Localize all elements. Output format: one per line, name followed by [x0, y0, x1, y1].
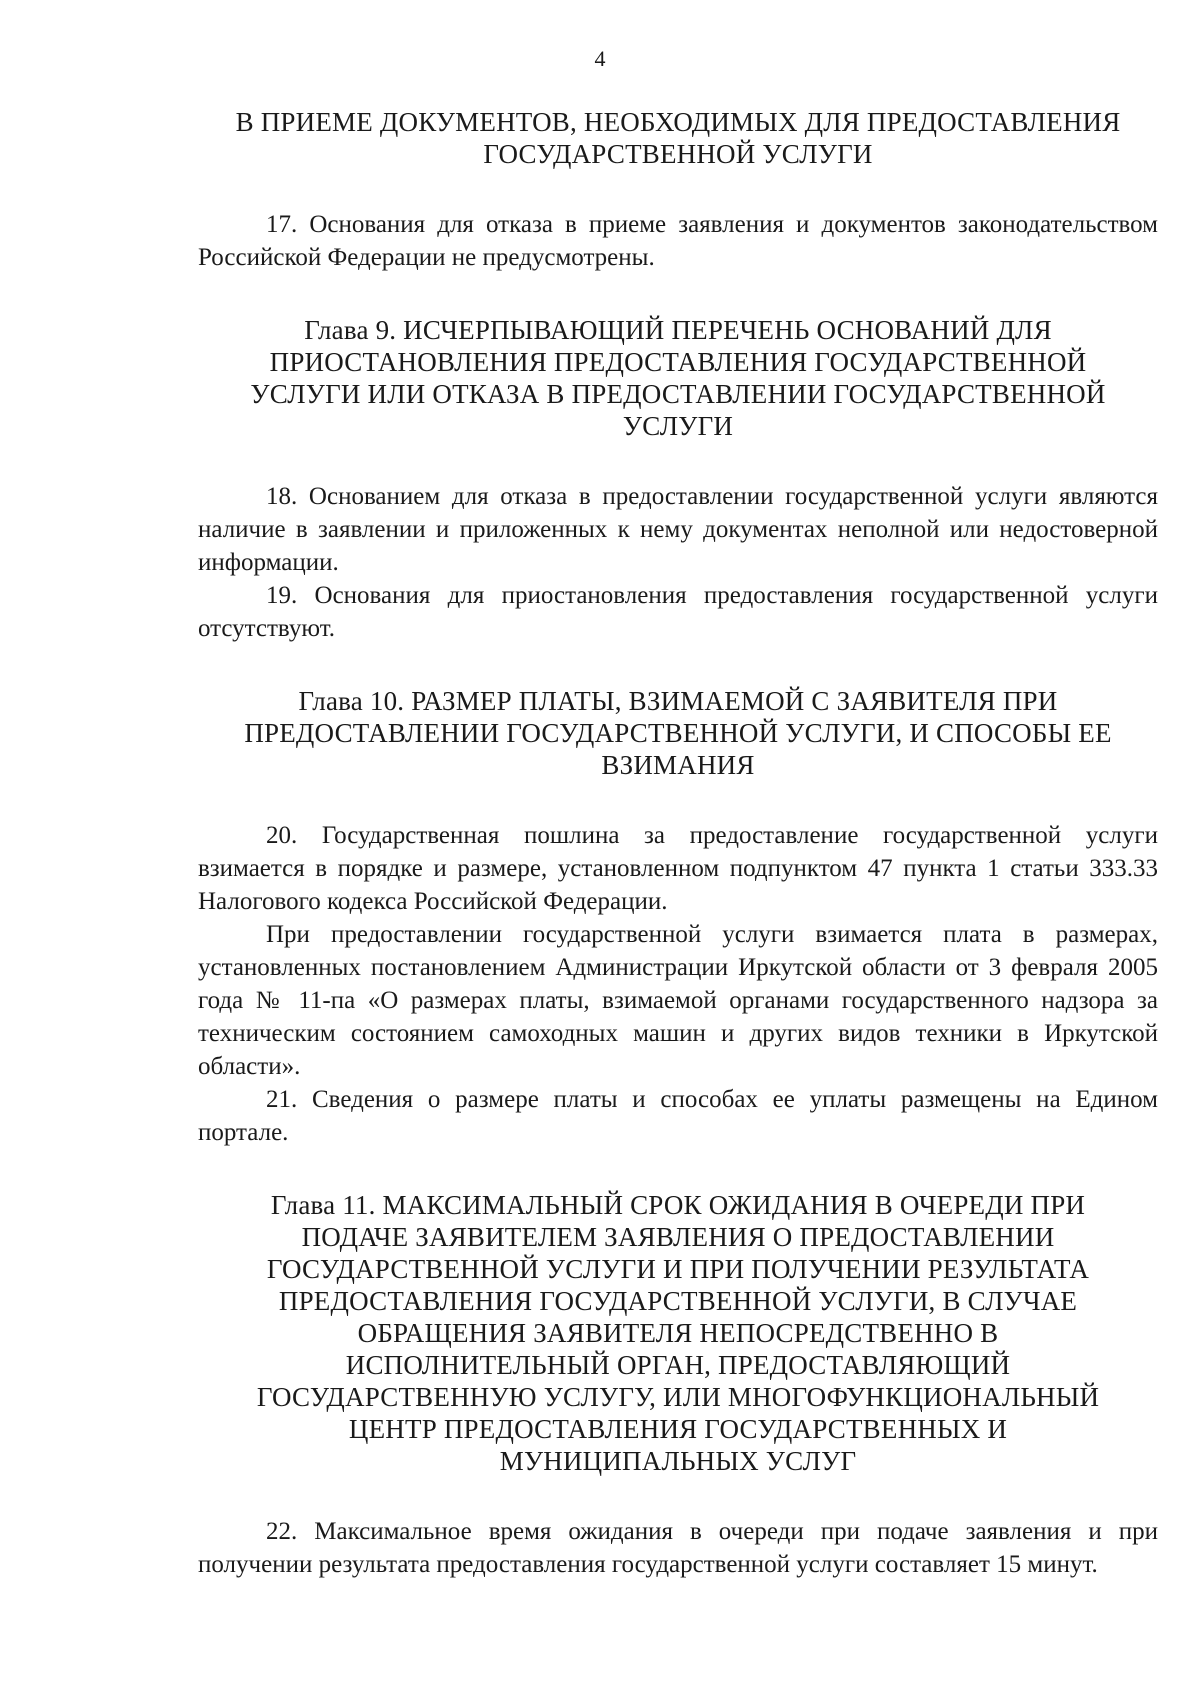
- heading-line: ГОСУДАРСТВЕННУЮ УСЛУГУ, ИЛИ МНОГОФУНКЦИОНАЛЬНЫЙ: [256, 1382, 1100, 1412]
- heading-line: ПРИОСТАНОВЛЕНИЯ ПРЕДОСТАВЛЕНИЯ ГОСУДАРСТВЕННОЙ: [269, 347, 1087, 377]
- section-heading-continued: [198, 106, 1158, 170]
- heading-line: ПРЕДОСТАВЛЕНИЯ ГОСУДАРСТВЕННОЙ УСЛУГИ, В СЛУЧАЕ: [278, 1286, 1078, 1316]
- heading-line: УСЛУГИ: [622, 411, 734, 441]
- heading-line: Глава 9. ИСЧЕРПЫВАЮЩИЙ ПЕРЕЧЕНЬ ОСНОВАНИЙ ДЛЯ: [304, 315, 1052, 345]
- paragraph-19: 19. Основания для приостановления предоставления государственной услуги отсутствуют.: [198, 582, 1158, 642]
- heading-line: ЦЕНТР ПРЕДОСТАВЛЕНИЯ ГОСУДАРСТВЕННЫХ И: [348, 1414, 1008, 1444]
- paragraph-20-fee: При предоставлении государственной услуги взимается плата в размерах, установленных постановлением Администрации Иркутской области от 3 февраля 2005 года № 11-па «О размерах платы, взимаемой органами государственного надзора за техническим состоянием самоходных машин и других видов техники в Иркутской области».: [198, 921, 1158, 1080]
- heading-line: ИСПОЛНИТЕЛЬНЫЙ ОРГАН, ПРЕДОСТАВЛЯЮЩИЙ: [345, 1350, 1011, 1380]
- paragraph-18: 18. Основанием для отказа в предоставлении государственной услуги являются наличие в заявлении и приложенных к нему документах неполной или недостоверной информации.: [198, 483, 1158, 576]
- chapter-11-heading: [198, 1189, 1158, 1477]
- heading-line: МУНИЦИПАЛЬНЫХ УСЛУГ: [499, 1446, 857, 1476]
- paragraph-20: 20. Государственная пошлина за предоставление государственной услуги взимается в порядке и размере, установленном подпунктом 47 пункта 1 статьи 333.33 Налогового кодекса Российской Федерации.: [198, 822, 1158, 915]
- page-number: 4: [594, 46, 606, 71]
- heading-line: Глава 10. РАЗМЕР ПЛАТЫ, ВЗИМАЕМОЙ С ЗАЯВИТЕЛЯ ПРИ: [298, 686, 1058, 716]
- heading-line: ГОСУДАРСТВЕННОЙ УСЛУГИ И ПРИ ПОЛУЧЕНИИ РЕЗУЛЬТАТА: [266, 1254, 1090, 1284]
- document-body: [198, 106, 1158, 1581]
- chapter-9-heading: [198, 314, 1158, 442]
- heading-line: Глава 11. МАКСИМАЛЬНЫЙ СРОК ОЖИДАНИЯ В ОЧЕРЕДИ ПРИ: [270, 1190, 1086, 1220]
- heading-line: ОБРАЩЕНИЯ ЗАЯВИТЕЛЯ НЕПОСРЕДСТВЕННО В: [357, 1318, 999, 1348]
- heading-line: ВЗИМАНИЯ: [601, 750, 755, 780]
- heading-line: В ПРИЕМЕ ДОКУМЕНТОВ, НЕОБХОДИМЫХ ДЛЯ ПРЕДОСТАВЛЕНИЯ: [235, 107, 1121, 137]
- heading-line: ПОДАЧЕ ЗАЯВИТЕЛЕМ ЗАЯВЛЕНИЯ О ПРЕДОСТАВЛЕНИИ: [301, 1222, 1055, 1252]
- heading-line: УСЛУГИ ИЛИ ОТКАЗА В ПРЕДОСТАВЛЕНИИ ГОСУДАРСТВЕННОЙ: [250, 379, 1106, 409]
- paragraph-22: 22. Максимальное время ожидания в очереди при подаче заявления и при получении результата предоставления государственной услуги составляет 15 минут.: [198, 1518, 1158, 1578]
- heading-line: ПРЕДОСТАВЛЕНИИ ГОСУДАРСТВЕННОЙ УСЛУГИ, И СПОСОБЫ ЕЕ: [244, 718, 1112, 748]
- heading-line: ГОСУДАРСТВЕННОЙ УСЛУГИ: [483, 139, 873, 169]
- paragraph-21: 21. Сведения о размере платы и способах ее уплаты размещены на Едином портале.: [198, 1086, 1158, 1146]
- paragraph-17: 17. Основания для отказа в приеме заявления и документов законодательством Российской Федерации не предусмотрены.: [198, 211, 1158, 271]
- chapter-10-heading: [198, 685, 1158, 781]
